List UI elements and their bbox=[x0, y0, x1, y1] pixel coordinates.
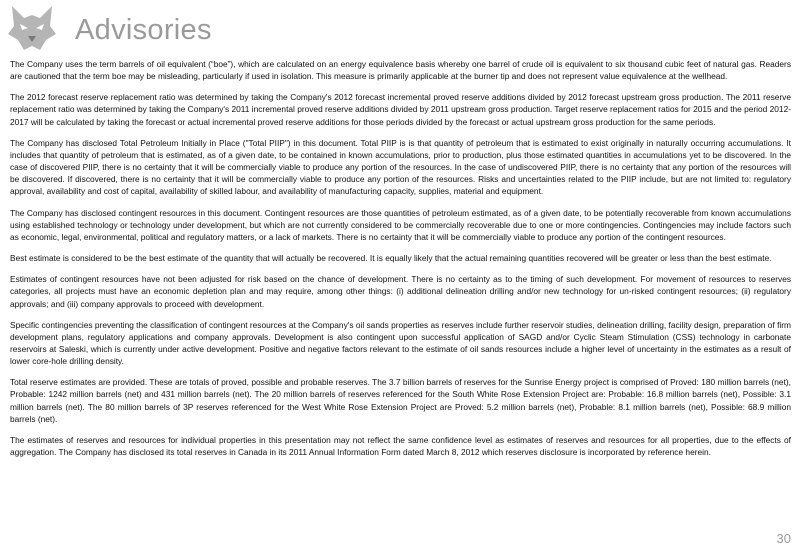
wolf-head-logo bbox=[6, 4, 58, 52]
paragraph-specific-contingencies: Specific contingencies preventing the classification of contingent resources at the Company's oil sands properties as reserves include further reservoir studies, delineation drilling, facility design, preparation of firm development plans, regulatory applications and company approvals. Development is also contingent upon successful application of SAGD and/or Cyclic Steam Stimulation (CSS) technology in carbonate reservoirs at Saleski, which is currently under active development. Positive and negative factors relevant to the estimate of oil sands resources include a higher level of uncertainty in the estimates as a result of lower core-hole drilling density. bbox=[10, 319, 791, 367]
page-title: Advisories bbox=[75, 14, 212, 46]
paragraph-total-piip: The Company has disclosed Total Petroleum Initially in Place ("Total PIIP") in this document. Total PIIP is is that quantity of petroleum that is estimated to exist originally in naturally occurring accumulations. It includes that quantity of petroleum that is estimated, as of a given date, to be contained in known accumulations, prior to production, plus those estimated quantities in accumulations yet to be discovered. In the case of discovered PIIP, there is no certainty that it will be commercially viable to produce any portion of the resources. In the case of undiscovered PIIP, there is no certainty that any portion of the resources will be discovered. If discovered, there is no certainty that it will be commercially viable to produce any portion of the resources. Risks and uncertainties related to the PIIP include, but are not limited to: regulatory approval, availability and cost of capital, availability of skilled labour, and availability of manufacturing capacity, supplies, material and equipment. bbox=[10, 137, 791, 197]
paragraph-reserve-replacement: The 2012 forecast reserve replacement ratio was determined by taking the Company's 2012 forecast incremental proved reserve additions divided by 2012 forecast upstream gross production. The 2011 reserve replacement ratio was determined by taking the Company's 2011 incremental proved reserve additions divided by 2011 upstream gross production. Target reserve replacement ratios for 2015 and the period 2012-2017 will be calculated by taking the forecast or actual incremental proved reserve additions for those periods divided by the forecast or actual upstream gross production for the same periods. bbox=[10, 92, 791, 127]
advisories-body bbox=[10, 58, 791, 467]
page-number: 30 bbox=[776, 531, 791, 546]
paragraph-contingent-resources: The Company has disclosed contingent resources in this document. Contingent resources are those quantities of petroleum estimated, as of a given date, to be potentially recoverable from known accumulations using established technology or technology under development, but which are not currently considered to be commercially recoverable due to one or more contingencies. Contingencies may include factors such as economic, legal, environmental, political and regulatory matters, or a lack of markets. There is no certainty that it will be commercially viable to produce any portion of the contingent resources. bbox=[10, 207, 791, 242]
paragraph-estimates-risk: Estimates of contingent resources have not been adjusted for risk based on the chance of development. There is no certainty as to the timing of such development. For movement of resources to reserves categories, all projects must have an economic depletion plan and may require, among other things: (i) additional delineation drilling and/or new technology for un-risked contingent resources; (ii) regulatory approvals; and (iii) company approvals to proceed with development. bbox=[10, 274, 791, 309]
paragraph-best-estimate: Best estimate is considered to be the best estimate of the quantity that will actually be recovered. It is equally likely that the actual remaining quantities recovered will be greater or less than the best estimate. bbox=[10, 253, 772, 264]
paragraph-aggregation: The estimates of reserves and resources for individual properties in this presentation may not reflect the same confidence level as estimates of reserves and resources for all properties, due to the effects of aggregation. The Company has disclosed its total reserves in Canada in its 2011 Annual Information Form dated March 8, 2012 which reserves disclosure is incorporated by reference herein. bbox=[10, 434, 791, 458]
paragraph-total-reserves: Total reserve estimates are provided. These are totals of proved, possible and probable reserves. The 3.7 billion barrels of reserves for the Sunrise Energy project is comprised of Proved: 180 million barrels (net), Probable: 1242 million barrels (net) and 431 million barrels (net). The 20 million barrels of reserves referenced for the South White Rose Extension Project are: Probable: 16.8 million barrels (net), Possible: 3.1 million barrels (net). The 80 million barrels of 3P reserves referenced for the West White Rose Extension Project are Proved: 5.2 million barrels (net), Probable: 8.1 million barrels (net), Possible: 68.9 million barrels (net). bbox=[10, 377, 791, 424]
paragraph-boe: The Company uses the term barrels of oil equivalent (“boe”), which are calculated on an energy equivalence basis whereby one barrel of crude oil is equivalent to six thousand cubic feet of natural gas. Readers are cautioned that the term boe may be misleading, particularly if used in isolation. This measure is primarily applicable at the burner tip and does not represent value equivalence at the wellhead. bbox=[10, 59, 791, 82]
